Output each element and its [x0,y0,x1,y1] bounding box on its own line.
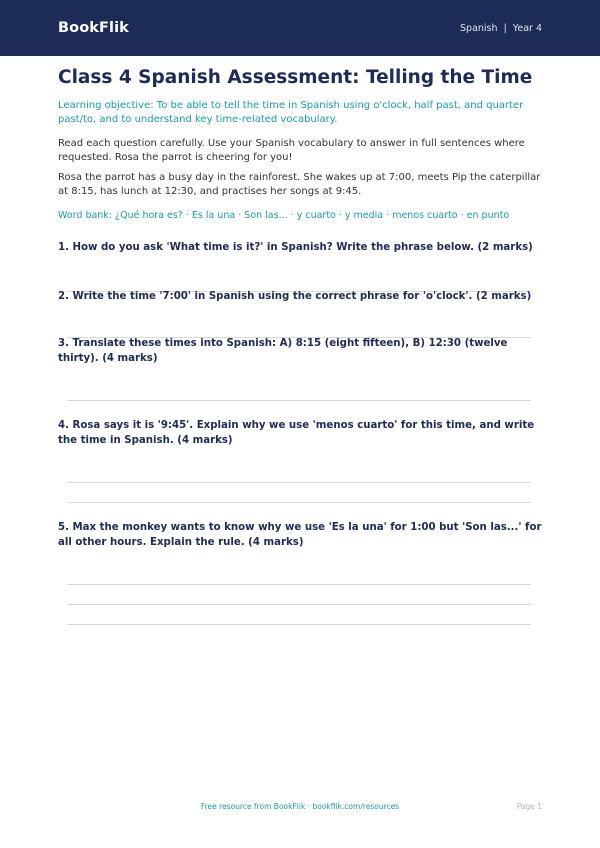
brand-logo: BookFlik [58,20,129,36]
question-1: 1. How do you ask 'What time is it?' in Spanish? Write the phrase below. (2 marks) [58,242,533,253]
answer-line[interactable] [67,604,531,605]
answer-line[interactable] [67,400,531,401]
answer-line[interactable] [67,624,531,625]
question-2: 2. Write the time '7:00' in Spanish using the correct phrase for 'o'clock'. (2 marks) [58,291,532,302]
instructions-paragraph: Read each question carefully. Use your Spanish vocabulary to answer in full sentences where requested. Rosa the parrot is cheering for you! [58,138,525,163]
learning-objective: Learning objective: To be able to tell the time in Spanish using o'clock, half past, and quarter past/to, and to understand key time-related vocabulary. [58,100,524,125]
page-title: Class 4 Spanish Assessment: Telling the Time [58,67,533,88]
answer-line[interactable] [67,584,531,585]
question-4: 4. Rosa says it is '9:45'. Explain why we use 'menos cuarto' for this time, and write the time in Spanish. (4 marks) [58,420,535,446]
answer-line[interactable] [67,482,531,483]
question-3: 3. Translate these times into Spanish: A) 8:15 (eight fifteen), B) 12:30 (twelve thirty). (4 marks) [58,338,508,364]
subject-label: Spanish | Year 4 [460,22,542,34]
question-5: 5. Max the monkey wants to know why we use 'Es la una' for 1:00 but 'Son las...' for all other hours. Explain the rule. (4 marks) [58,522,542,548]
story-paragraph: Rosa the parrot has a busy day in the rainforest. She wakes up at 7:00, meets Pip the caterpillar at 8:15, has lunch at 12:30, and practises her songs at 9:45. [58,172,541,197]
answer-line[interactable] [67,502,531,503]
header-bar [0,0,600,56]
footer-link[interactable]: Free resource from BookFlik · bookflik.com/resources [200,802,400,811]
word-bank: Word bank: ¿Qué hora es? · Es la una · Son las... · y cuarto · y media · menos cuarto · en punto [58,210,510,221]
page-number: Page 1 [516,802,542,811]
